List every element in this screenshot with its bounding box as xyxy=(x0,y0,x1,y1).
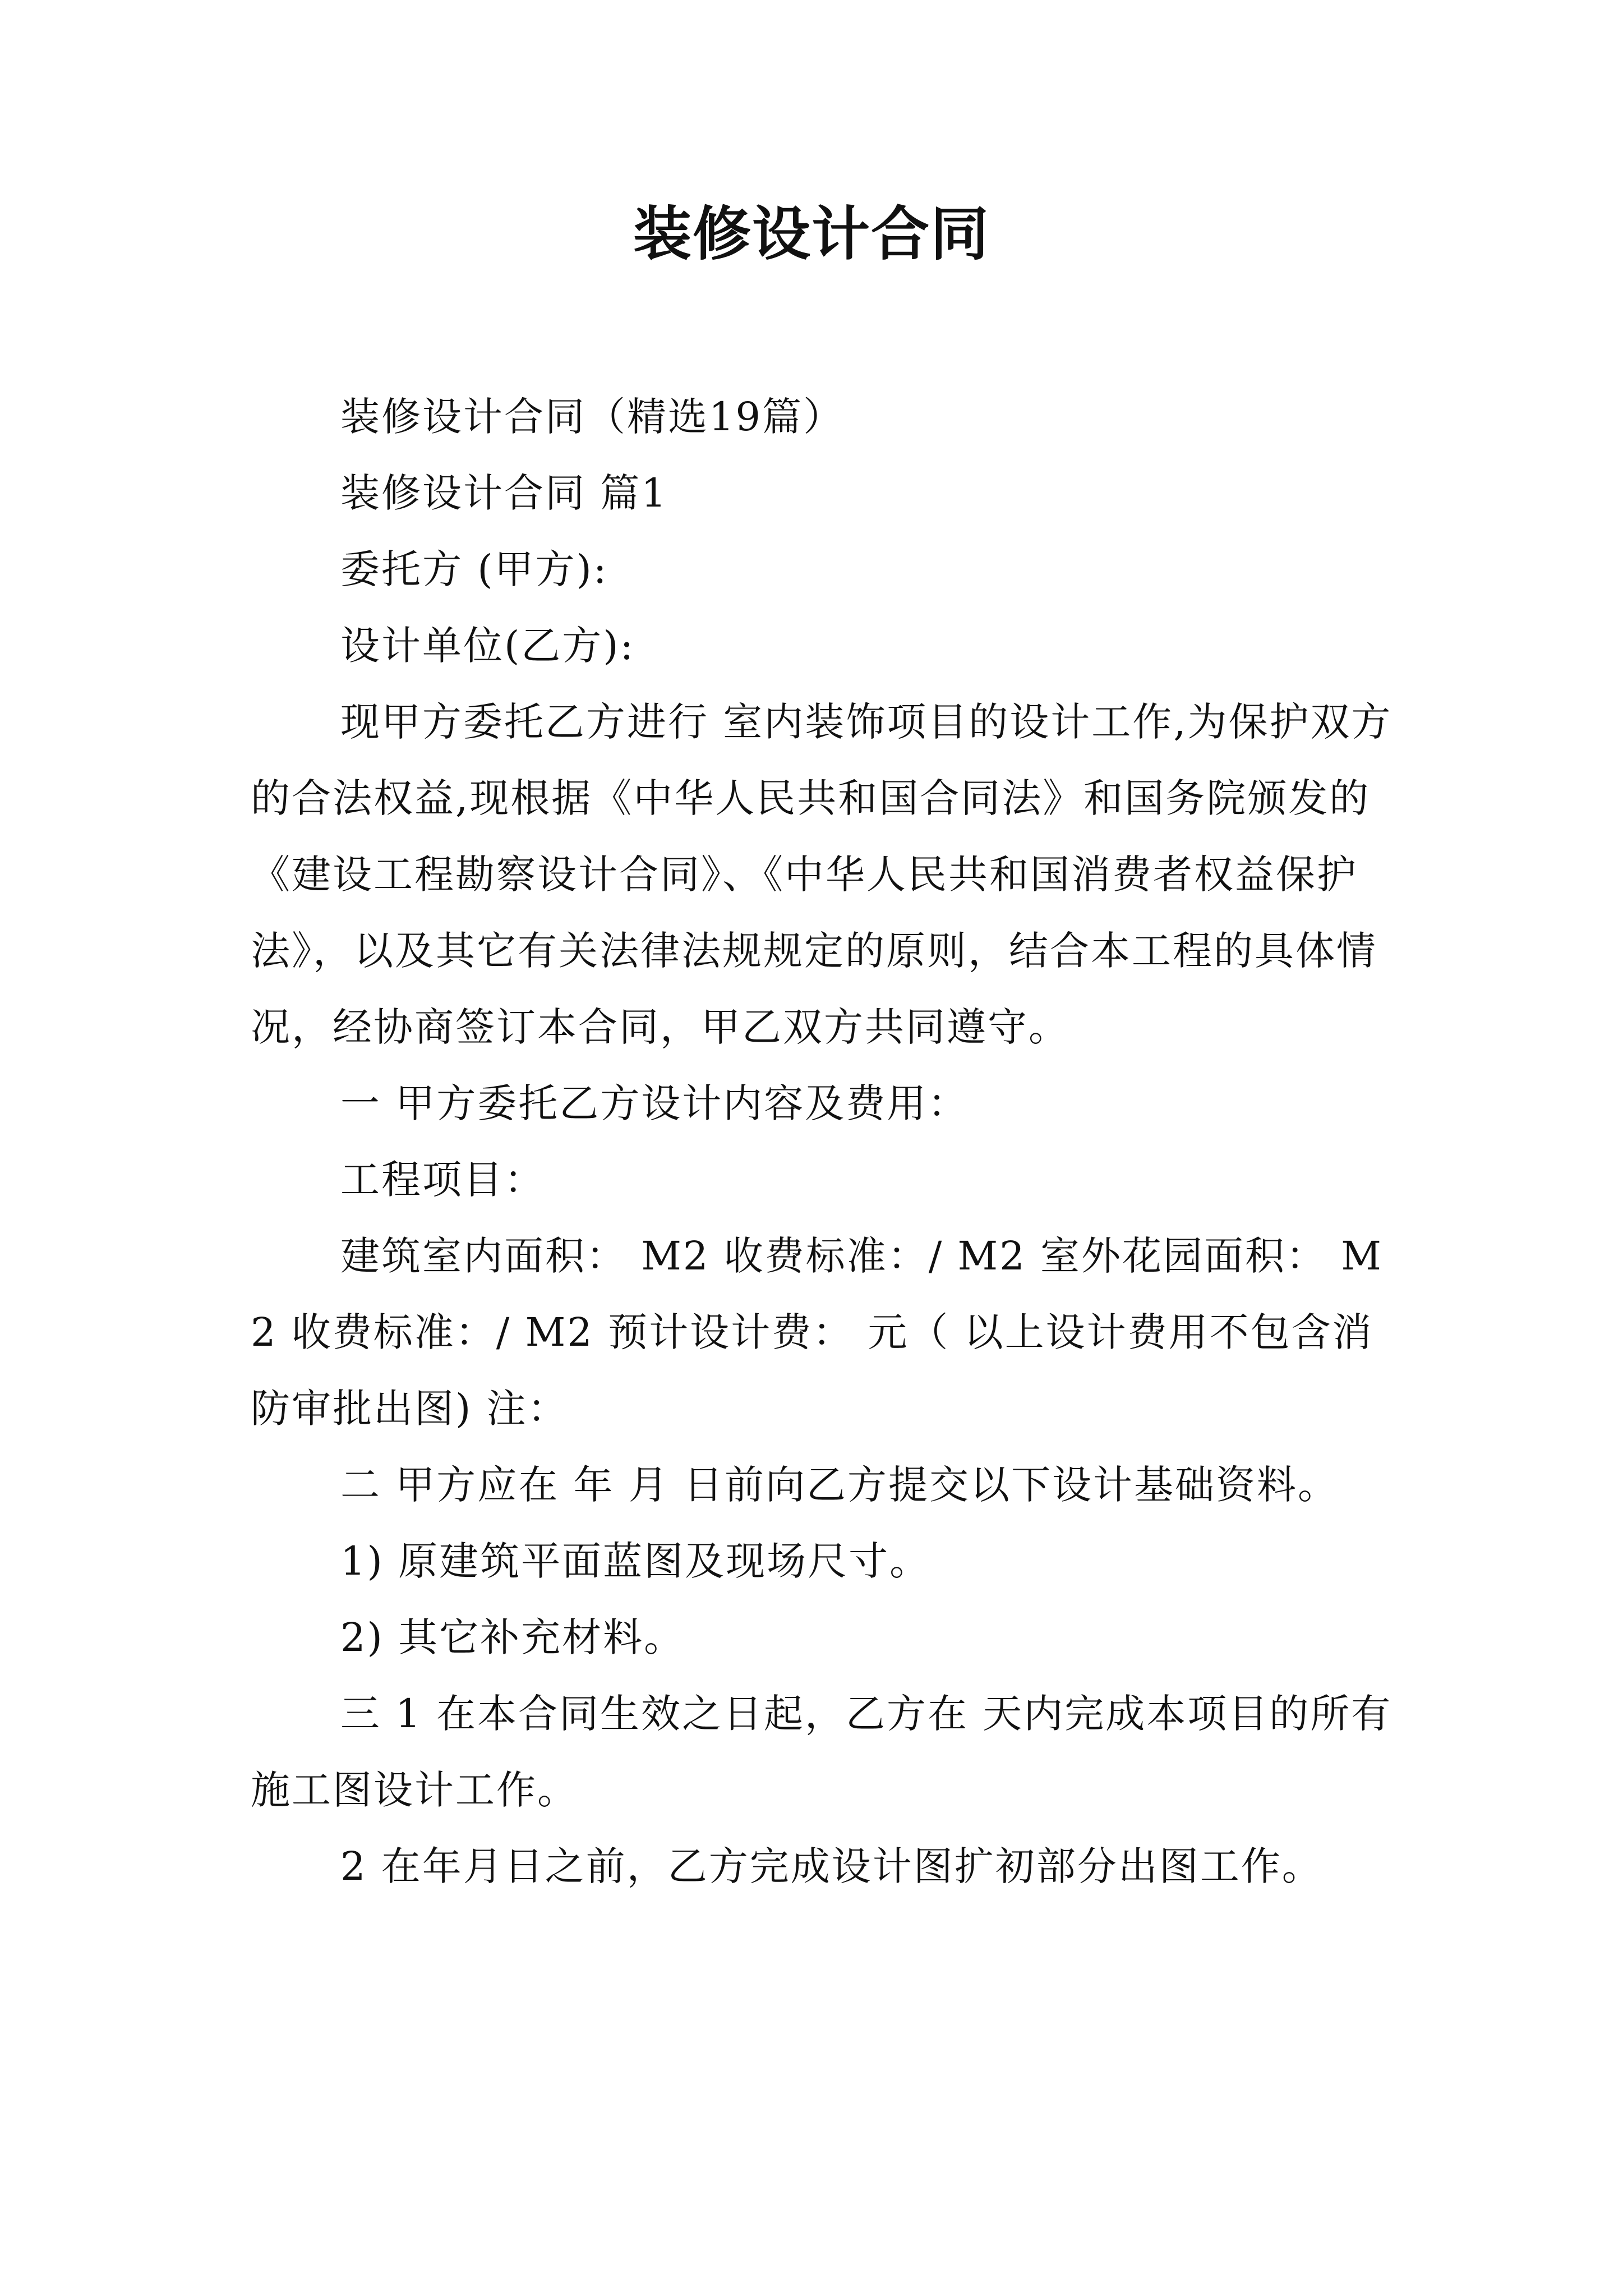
section-heading: 装修设计合同 篇1 xyxy=(340,470,668,516)
list-item: 1) 原建筑平面蓝图及现场尺寸。 xyxy=(340,1538,931,1584)
list-item: 2) 其它补充材料。 xyxy=(340,1614,685,1660)
party-b-line: 设计单位(乙方): xyxy=(340,623,635,669)
document-title: 装修设计合同 xyxy=(633,200,990,268)
project-line: 工程项目： xyxy=(340,1157,545,1203)
clause-3-item-2: 2 在年月日之前，乙方完成设计图扩初部分出图工作。 xyxy=(340,1843,1323,1889)
clause-2-paragraph: 二 甲方应在 年 月 日前向乙方提交以下设计基础资料。 xyxy=(340,1462,1339,1508)
subtitle: 装修设计合同（精选19篇） xyxy=(340,394,845,440)
document-body xyxy=(251,379,1395,1904)
fee-paragraph: 建筑室内面积： M2 收费标准：/ M2 室外花园面积： M2 收费标准：/ M2 预计设计费： 元（ 以上设计费用不包含消防审批出图) 注： xyxy=(251,1233,1383,1432)
party-a-line: 委托方 (甲方): xyxy=(340,546,608,592)
preamble-paragraph: 现甲方委托乙方进行 室内装饰项目的设计工作,为保护双方的合法权益,现根据《中华人民共和国合同法》和国务院颁发的《建设工程勘察设计合同》、《中华人民共和国消费者权益保护法》，以及其它有关法律法规规定的原则，结合本工程的具体情况，经协商签订本合同，甲乙双方共同遵守。 xyxy=(251,699,1393,1050)
clause-1-heading: 一 甲方委托乙方设计内容及费用： xyxy=(340,1080,969,1126)
clause-3-paragraph: 三 1 在本合同生效之日起，乙方在 天内完成本项目的所有施工图设计工作。 xyxy=(251,1691,1393,1813)
